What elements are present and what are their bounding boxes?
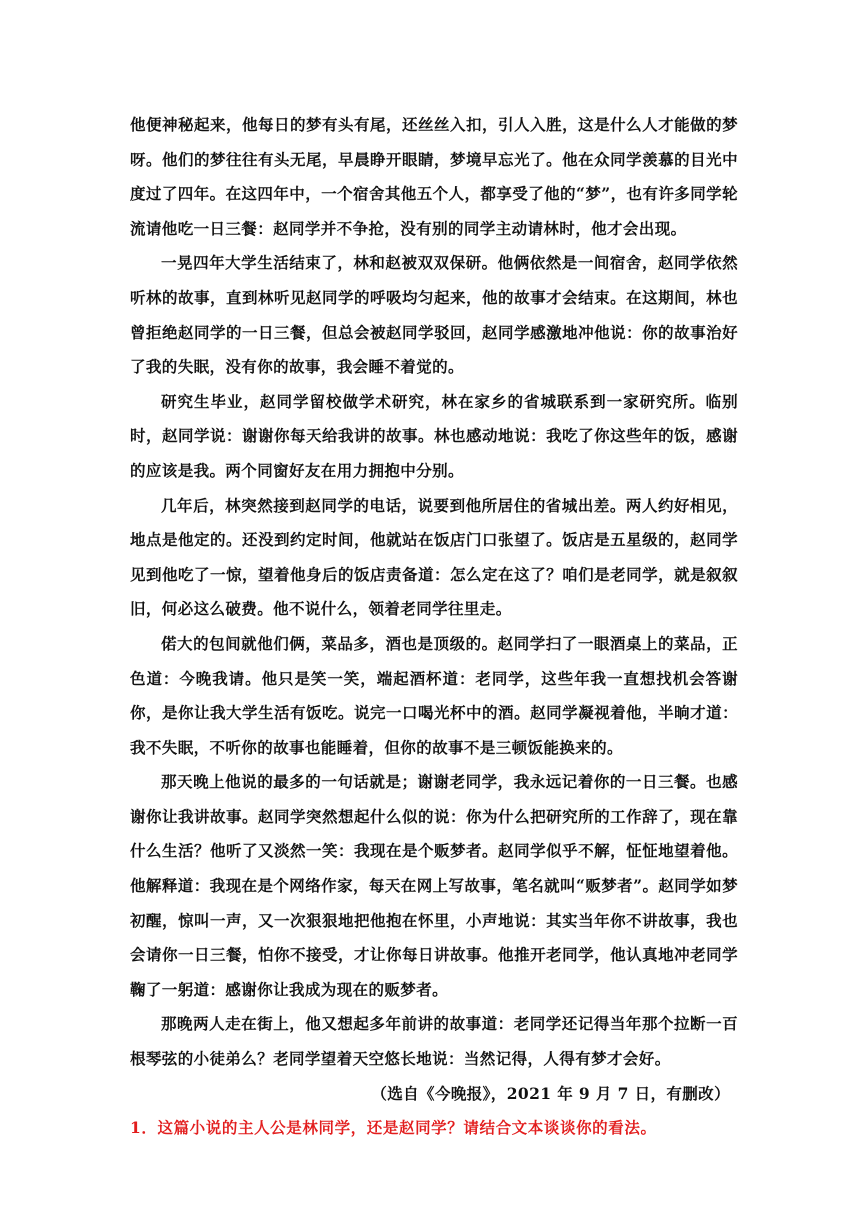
question-1: 1．这篇小说的主人公是林同学，还是赵同学？请结合文本谈谈你的看法。 <box>130 1118 657 1138</box>
paragraph: 几年后，林突然接到赵同学的电话，说要到他所居住的省城出差。两人约好相见，地点是他定的。还没到约定时间，他就站在饭店门口张望了。饭店是五星级的，赵同学见到他吃了一惊，望着他身后的饭店责备道：怎么定在这了？咱们是老同学，就是叙叙旧，何必这么破费。他不说什么，领着老同学往里走。 <box>130 495 738 619</box>
paragraph: 研究生毕业，赵同学留校做学术研究，林在家乡的省城联系到一家研究所。临别时，赵同学说：谢谢你每天给我讲的故事。林也感动地说：我吃了你这些年的饭，感谢的应该是我。两个同窗好友在用力拥抱中分别。 <box>130 391 738 480</box>
article-body <box>130 108 738 1146</box>
paragraph: 偌大的包间就他们俩，菜品多，酒也是顶级的。赵同学扫了一眼酒桌上的菜品，正色道：今晚我请。他只是笑一笑，端起酒杯道：老同学，这些年我一直想找机会答谢你，是你让我大学生活有饭吃。说完一口喝光杯中的酒。赵同学凝视着他，半晌才道：我不失眠，不听你的故事也能睡着，但你的故事不是三顿饭能换来的。 <box>130 633 738 757</box>
paragraph: 他便神秘起来，他每日的梦有头有尾，还丝丝入扣，引人入胜，这是什么人才能做的梦呀。他们的梦往往有头无尾，早晨睁开眼睛，梦境早忘光了。他在众同学羡慕的目光中度过了四年。在这四年中，一个宿舍其他五个人，都享受了他的“梦”，也有许多同学轮流请他吃一日三餐：赵同学并不争抢，没有别的同学主动请林时，他才会出现。 <box>130 115 738 238</box>
source-citation: （选自《今晚报》，2021 年 9 月 7 日，有删改） <box>371 1083 730 1103</box>
paragraph: 一晃四年大学生活结束了，林和赵被双双保研。他俩依然是一间宿舍，赵同学依然听林的故事，直到林听见赵同学的呼吸均匀起来，他的故事才会结束。在这期间，林也曾拒绝赵同学的一日三餐，但总会被赵同学驳回，赵同学感激地冲他说：你的故事治好了我的失眠，没有你的故事，我会睡不着觉的。 <box>130 253 738 377</box>
paragraph: 那天晚上他说的最多的一句话就是；谢谢老同学，我永远记着你的一日三餐。也感谢你让我讲故事。赵同学突然想起什么似的说：你为什么把研究所的工作辞了，现在靠什么生活？他听了又淡然一笑：我现在是个贩梦者。赵同学似乎不解，怔怔地望着他。他解释道：我现在是个网络作家，每天在网上写故事，笔名就叫“贩梦者”。赵同学如梦初醒，惊叫一声，又一次狠狠地把他抱在怀里，小声地说：其实当年你不讲故事，我也会请你一日三餐，怕你不接受，才让你每日讲故事。他推开老同学，他认真地冲老同学鞠了一躬道：感谢你让我成为现在的贩梦者。 <box>130 772 738 999</box>
paragraph: 那晚两人走在街上，他又想起多年前讲的故事道：老同学还记得当年那个拉断一百根琴弦的小徒弟么？老同学望着天空悠长地说：当然记得，人得有梦才会好。 <box>130 1014 738 1069</box>
